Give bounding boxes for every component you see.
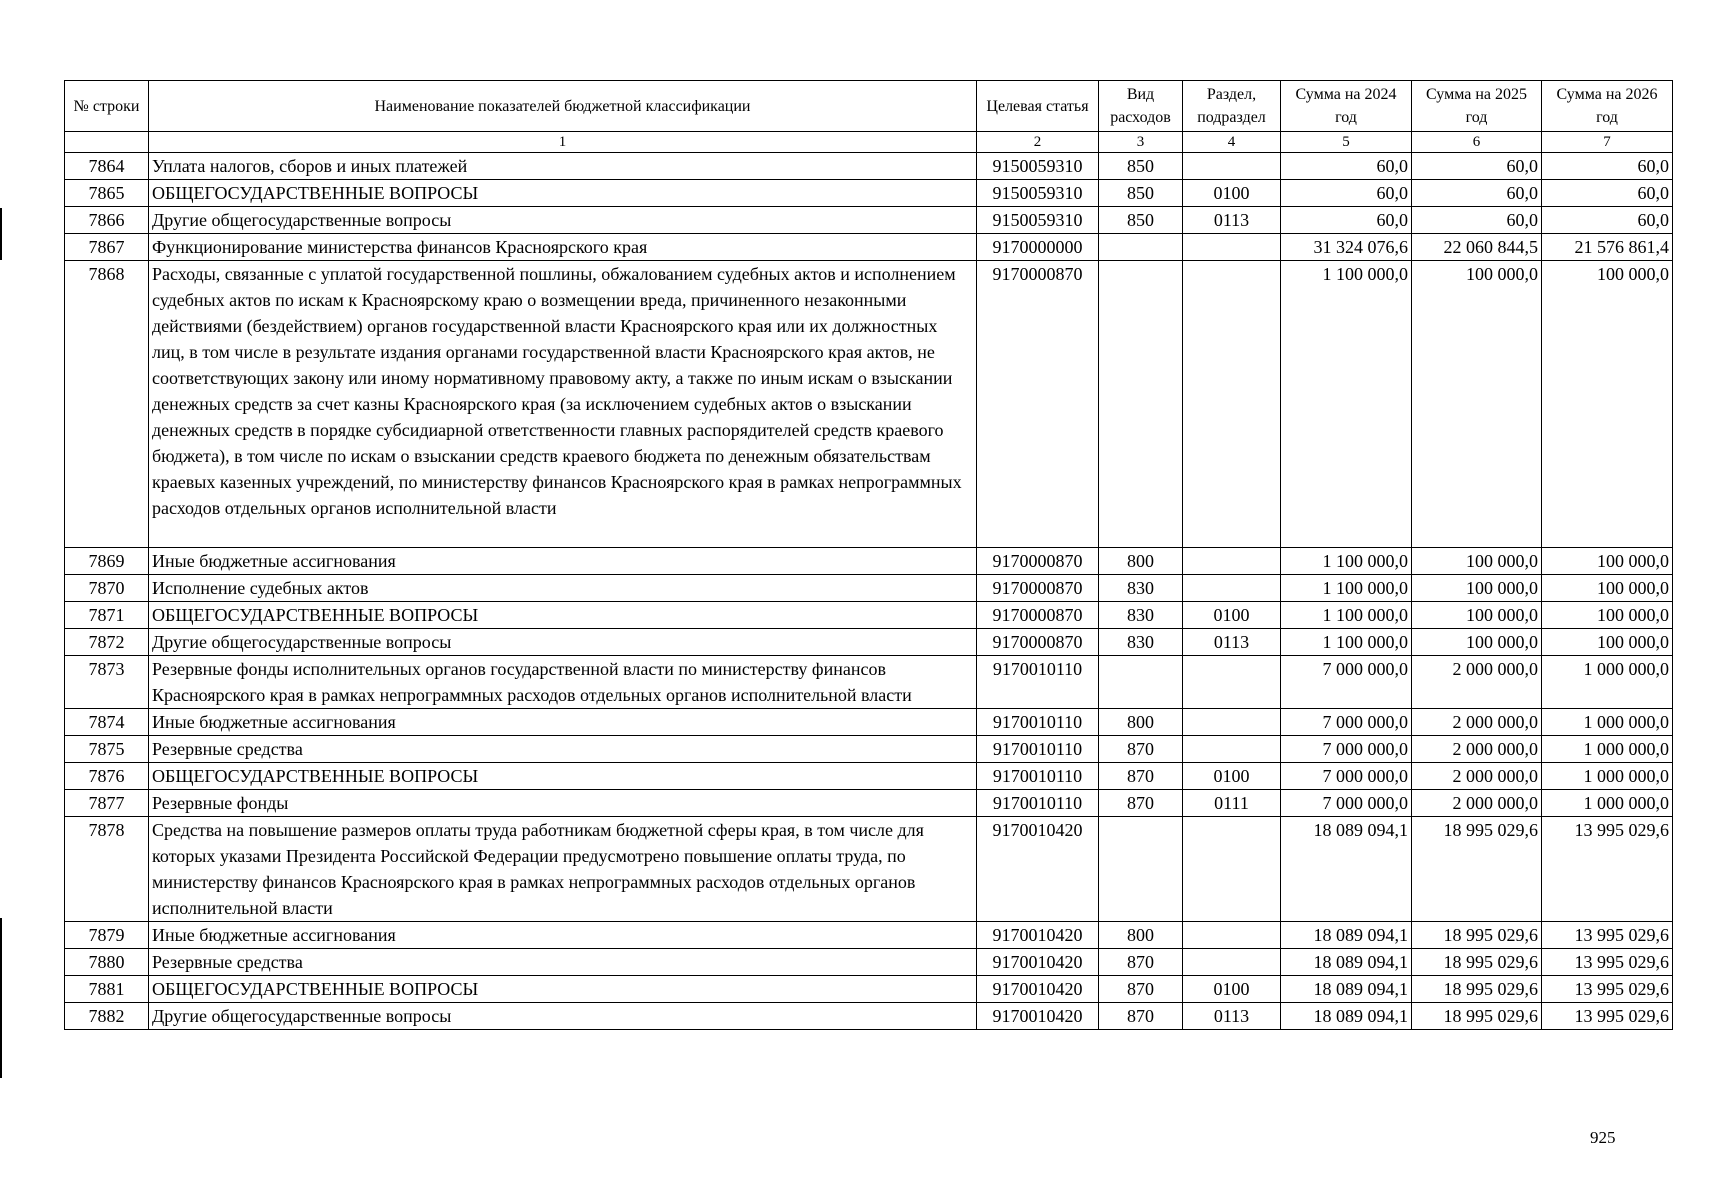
header-kind: Вид расходов: [1099, 81, 1183, 132]
expense-kind-cell: 870: [1099, 1003, 1183, 1030]
target-article-cell: 9170010110: [977, 736, 1099, 763]
table-row: [65, 234, 1673, 261]
column-number: 7: [1542, 132, 1673, 153]
section-cell: [1183, 234, 1281, 261]
section-cell: 0113: [1183, 207, 1281, 234]
expense-kind-cell: [1099, 817, 1183, 922]
sum-2025-cell: 100 000,0: [1412, 548, 1542, 575]
expense-kind-cell: 850: [1099, 207, 1183, 234]
section-cell: 0100: [1183, 976, 1281, 1003]
sum-2024-cell: 60,0: [1281, 153, 1412, 180]
section-cell: [1183, 709, 1281, 736]
indicator-name-cell: ОБЩЕГОСУДАРСТВЕННЫЕ ВОПРОСЫ: [149, 763, 977, 790]
sum-2026-cell: 100 000,0: [1542, 261, 1673, 548]
expense-kind-cell: 870: [1099, 790, 1183, 817]
budget-table: [64, 80, 1673, 1030]
row-number-cell: 7868: [65, 261, 149, 548]
header-row: [65, 81, 1673, 132]
indicator-name-cell: Средства на повышение размеров оплаты труда работникам бюджетной сферы края, в том числе для которых указами Президента Российской Федерации предусмотрено повышение оплаты труда, по министерству финансов Красноярского края в рамках непрограммных расходов отдельных органов исполнительной власти: [149, 817, 977, 922]
sum-2024-cell: 1 100 000,0: [1281, 629, 1412, 656]
table-row: [65, 790, 1673, 817]
section-cell: 0113: [1183, 1003, 1281, 1030]
sum-2024-cell: 1 100 000,0: [1281, 575, 1412, 602]
expense-kind-cell: 830: [1099, 602, 1183, 629]
target-article-cell: 9150059310: [977, 207, 1099, 234]
row-number-cell: 7870: [65, 575, 149, 602]
section-cell: [1183, 922, 1281, 949]
sum-2024-cell: 7 000 000,0: [1281, 790, 1412, 817]
target-article-cell: 9170010420: [977, 922, 1099, 949]
sum-2026-cell: 100 000,0: [1542, 575, 1673, 602]
target-article-cell: 9170000870: [977, 629, 1099, 656]
row-number-cell: 7864: [65, 153, 149, 180]
table-body: [65, 153, 1673, 1030]
expense-kind-cell: 830: [1099, 575, 1183, 602]
header-sum-2026: Сумма на 2026 год: [1542, 81, 1673, 132]
sum-2026-cell: 1 000 000,0: [1542, 709, 1673, 736]
target-article-cell: 9170000870: [977, 575, 1099, 602]
expense-kind-cell: 830: [1099, 629, 1183, 656]
row-number-cell: 7866: [65, 207, 149, 234]
sum-2025-cell: 2 000 000,0: [1412, 709, 1542, 736]
table-header: [65, 81, 1673, 153]
expense-kind-cell: [1099, 234, 1183, 261]
column-number: 5: [1281, 132, 1412, 153]
column-number: 2: [977, 132, 1099, 153]
row-number-cell: 7867: [65, 234, 149, 261]
sum-2025-cell: 18 995 029,6: [1412, 976, 1542, 1003]
table-row: [65, 709, 1673, 736]
table-row: [65, 976, 1673, 1003]
expense-kind-cell: 800: [1099, 922, 1183, 949]
target-article-cell: 9170000000: [977, 234, 1099, 261]
sum-2025-cell: 100 000,0: [1412, 261, 1542, 548]
target-article-cell: 9170010110: [977, 709, 1099, 736]
sum-2025-cell: 100 000,0: [1412, 575, 1542, 602]
row-number-cell: 7878: [65, 817, 149, 922]
row-number-cell: 7865: [65, 180, 149, 207]
indicator-name-cell: Иные бюджетные ассигнования: [149, 922, 977, 949]
sum-2024-cell: 7 000 000,0: [1281, 736, 1412, 763]
table-row: [65, 1003, 1673, 1030]
sum-2026-cell: 1 000 000,0: [1542, 790, 1673, 817]
target-article-cell: 9170000870: [977, 548, 1099, 575]
target-article-cell: 9170010420: [977, 1003, 1099, 1030]
sum-2026-cell: 13 995 029,6: [1542, 817, 1673, 922]
sum-2025-cell: 18 995 029,6: [1412, 922, 1542, 949]
target-article-cell: 9170010420: [977, 817, 1099, 922]
sum-2025-cell: 2 000 000,0: [1412, 763, 1542, 790]
section-cell: 0111: [1183, 790, 1281, 817]
sum-2025-cell: 18 995 029,6: [1412, 817, 1542, 922]
header-sum-2024: Сумма на 2024 год: [1281, 81, 1412, 132]
sum-2025-cell: 22 060 844,5: [1412, 234, 1542, 261]
sum-2026-cell: 100 000,0: [1542, 629, 1673, 656]
row-number-cell: 7874: [65, 709, 149, 736]
sum-2026-cell: 13 995 029,6: [1542, 1003, 1673, 1030]
sum-2025-cell: 100 000,0: [1412, 629, 1542, 656]
section-cell: 0100: [1183, 602, 1281, 629]
sum-2024-cell: 18 089 094,1: [1281, 949, 1412, 976]
sum-2025-cell: 60,0: [1412, 180, 1542, 207]
header-name: Наименование показателей бюджетной классификации: [149, 81, 977, 132]
header-row-no: № строки: [65, 81, 149, 132]
column-number: 6: [1412, 132, 1542, 153]
sum-2024-cell: 18 089 094,1: [1281, 817, 1412, 922]
target-article-cell: 9170010110: [977, 790, 1099, 817]
sum-2025-cell: 2 000 000,0: [1412, 790, 1542, 817]
indicator-name-cell: Функционирование министерства финансов Красноярского края: [149, 234, 977, 261]
indicator-name-cell: Резервные средства: [149, 736, 977, 763]
indicator-name-cell: ОБЩЕГОСУДАРСТВЕННЫЕ ВОПРОСЫ: [149, 602, 977, 629]
sum-2026-cell: 1 000 000,0: [1542, 763, 1673, 790]
section-cell: [1183, 817, 1281, 922]
sum-2026-cell: 13 995 029,6: [1542, 949, 1673, 976]
target-article-cell: 9170000870: [977, 261, 1099, 548]
table-row: [65, 153, 1673, 180]
column-number-empty: [65, 132, 149, 153]
target-article-cell: 9150059310: [977, 153, 1099, 180]
row-number-cell: 7873: [65, 656, 149, 709]
sum-2026-cell: 60,0: [1542, 153, 1673, 180]
sum-2024-cell: 1 100 000,0: [1281, 548, 1412, 575]
indicator-name-cell: Другие общегосударственные вопросы: [149, 1003, 977, 1030]
table-row: [65, 207, 1673, 234]
indicator-name-cell: Резервные фонды исполнительных органов государственной власти по министерству финансов Красноярского края в рамках непрограммных расходов отдельных органов исполнительной власти: [149, 656, 977, 709]
expense-kind-cell: 850: [1099, 153, 1183, 180]
table-row: [65, 602, 1673, 629]
row-number-cell: 7877: [65, 790, 149, 817]
expense-kind-cell: 870: [1099, 949, 1183, 976]
column-number: 3: [1099, 132, 1183, 153]
section-cell: 0113: [1183, 629, 1281, 656]
table-row: [65, 817, 1673, 922]
indicator-name-cell: Уплата налогов, сборов и иных платежей: [149, 153, 977, 180]
sum-2025-cell: 2 000 000,0: [1412, 656, 1542, 709]
expense-kind-cell: 850: [1099, 180, 1183, 207]
expense-kind-cell: 800: [1099, 709, 1183, 736]
column-number-row: [65, 132, 1673, 153]
expense-kind-cell: 870: [1099, 736, 1183, 763]
indicator-name-cell: Резервные средства: [149, 949, 977, 976]
section-cell: [1183, 949, 1281, 976]
sum-2026-cell: 1 000 000,0: [1542, 736, 1673, 763]
target-article-cell: 9170000870: [977, 602, 1099, 629]
scan-margin-mark-top: [0, 208, 2, 260]
row-number-cell: 7876: [65, 763, 149, 790]
table-row: [65, 575, 1673, 602]
indicator-name-cell: Расходы, связанные с уплатой государственной пошлины, обжалованием судебных актов и исполнением судебных актов по искам к Красноярскому краю о возмещении вреда, причиненного незаконными действиями (бездействием) органов государственной власти Красноярского края или их должностных лиц, в том числе в результате издания органами государственной власти Красноярского края актов, не соответствующих закону или иному нормативному правовому акту, а также по иным искам о взыскании денежных средств за счет казны Красноярского края (за исключением судебных актов о взыскании денежных средств в порядке субсидиарной ответственности главных распорядителей средств краевого бюджета), в том числе по искам о взыскании средств краевого бюджета по денежным обязательствам краевых казенных учреждений, по министерству финансов Красноярского края в рамках непрограммных расходов отдельных органов исполнительной власти: [149, 261, 977, 548]
section-cell: [1183, 575, 1281, 602]
section-cell: [1183, 153, 1281, 180]
indicator-name-cell: Иные бюджетные ассигнования: [149, 548, 977, 575]
sum-2024-cell: 7 000 000,0: [1281, 656, 1412, 709]
row-number-cell: 7871: [65, 602, 149, 629]
sum-2025-cell: 60,0: [1412, 207, 1542, 234]
sum-2024-cell: 7 000 000,0: [1281, 709, 1412, 736]
header-target: Целевая статья: [977, 81, 1099, 132]
sum-2026-cell: 100 000,0: [1542, 602, 1673, 629]
sum-2024-cell: 18 089 094,1: [1281, 1003, 1412, 1030]
expense-kind-cell: 870: [1099, 976, 1183, 1003]
row-number-cell: 7881: [65, 976, 149, 1003]
sum-2024-cell: 31 324 076,6: [1281, 234, 1412, 261]
expense-kind-cell: [1099, 261, 1183, 548]
document-sheet: [64, 80, 1672, 1030]
header-section: Раздел, подраздел: [1183, 81, 1281, 132]
target-article-cell: 9170010420: [977, 949, 1099, 976]
indicator-name-cell: Исполнение судебных актов: [149, 575, 977, 602]
sum-2025-cell: 18 995 029,6: [1412, 1003, 1542, 1030]
row-number-cell: 7875: [65, 736, 149, 763]
row-number-cell: 7872: [65, 629, 149, 656]
section-cell: [1183, 656, 1281, 709]
column-number: 1: [149, 132, 977, 153]
table-row: [65, 763, 1673, 790]
sum-2024-cell: 18 089 094,1: [1281, 922, 1412, 949]
indicator-name-cell: ОБЩЕГОСУДАРСТВЕННЫЕ ВОПРОСЫ: [149, 976, 977, 1003]
target-article-cell: 9170010110: [977, 763, 1099, 790]
sum-2026-cell: 60,0: [1542, 207, 1673, 234]
section-cell: 0100: [1183, 763, 1281, 790]
section-cell: [1183, 261, 1281, 548]
table-row: [65, 656, 1673, 709]
sum-2026-cell: 13 995 029,6: [1542, 922, 1673, 949]
sum-2025-cell: 100 000,0: [1412, 602, 1542, 629]
target-article-cell: 9170010420: [977, 976, 1099, 1003]
section-cell: [1183, 736, 1281, 763]
indicator-name-cell: Другие общегосударственные вопросы: [149, 629, 977, 656]
section-cell: 0100: [1183, 180, 1281, 207]
sum-2024-cell: 18 089 094,1: [1281, 976, 1412, 1003]
sum-2024-cell: 60,0: [1281, 207, 1412, 234]
table-row: [65, 736, 1673, 763]
sum-2025-cell: 2 000 000,0: [1412, 736, 1542, 763]
sum-2026-cell: 13 995 029,6: [1542, 976, 1673, 1003]
sum-2024-cell: 60,0: [1281, 180, 1412, 207]
expense-kind-cell: [1099, 656, 1183, 709]
sum-2024-cell: 1 100 000,0: [1281, 261, 1412, 548]
row-number-cell: 7869: [65, 548, 149, 575]
table-row: [65, 548, 1673, 575]
sum-2026-cell: 100 000,0: [1542, 548, 1673, 575]
table-row: [65, 261, 1673, 548]
scan-margin-mark-bottom: [0, 918, 2, 1078]
sum-2024-cell: 1 100 000,0: [1281, 602, 1412, 629]
target-article-cell: 9150059310: [977, 180, 1099, 207]
table-row: [65, 922, 1673, 949]
indicator-name-cell: ОБЩЕГОСУДАРСТВЕННЫЕ ВОПРОСЫ: [149, 180, 977, 207]
section-cell: [1183, 548, 1281, 575]
sum-2026-cell: 1 000 000,0: [1542, 656, 1673, 709]
expense-kind-cell: 800: [1099, 548, 1183, 575]
row-number-cell: 7879: [65, 922, 149, 949]
sum-2026-cell: 60,0: [1542, 180, 1673, 207]
table-row: [65, 949, 1673, 976]
indicator-name-cell: Другие общегосударственные вопросы: [149, 207, 977, 234]
indicator-name-cell: Резервные фонды: [149, 790, 977, 817]
indicator-name-cell: Иные бюджетные ассигнования: [149, 709, 977, 736]
table-row: [65, 180, 1673, 207]
sum-2025-cell: 60,0: [1412, 153, 1542, 180]
header-sum-2025: Сумма на 2025 год: [1412, 81, 1542, 132]
column-number: 4: [1183, 132, 1281, 153]
sum-2025-cell: 18 995 029,6: [1412, 949, 1542, 976]
row-number-cell: 7882: [65, 1003, 149, 1030]
page-number: 925: [1590, 1128, 1616, 1147]
sum-2026-cell: 21 576 861,4: [1542, 234, 1673, 261]
target-article-cell: 9170010110: [977, 656, 1099, 709]
sum-2024-cell: 7 000 000,0: [1281, 763, 1412, 790]
table-row: [65, 629, 1673, 656]
expense-kind-cell: 870: [1099, 763, 1183, 790]
row-number-cell: 7880: [65, 949, 149, 976]
